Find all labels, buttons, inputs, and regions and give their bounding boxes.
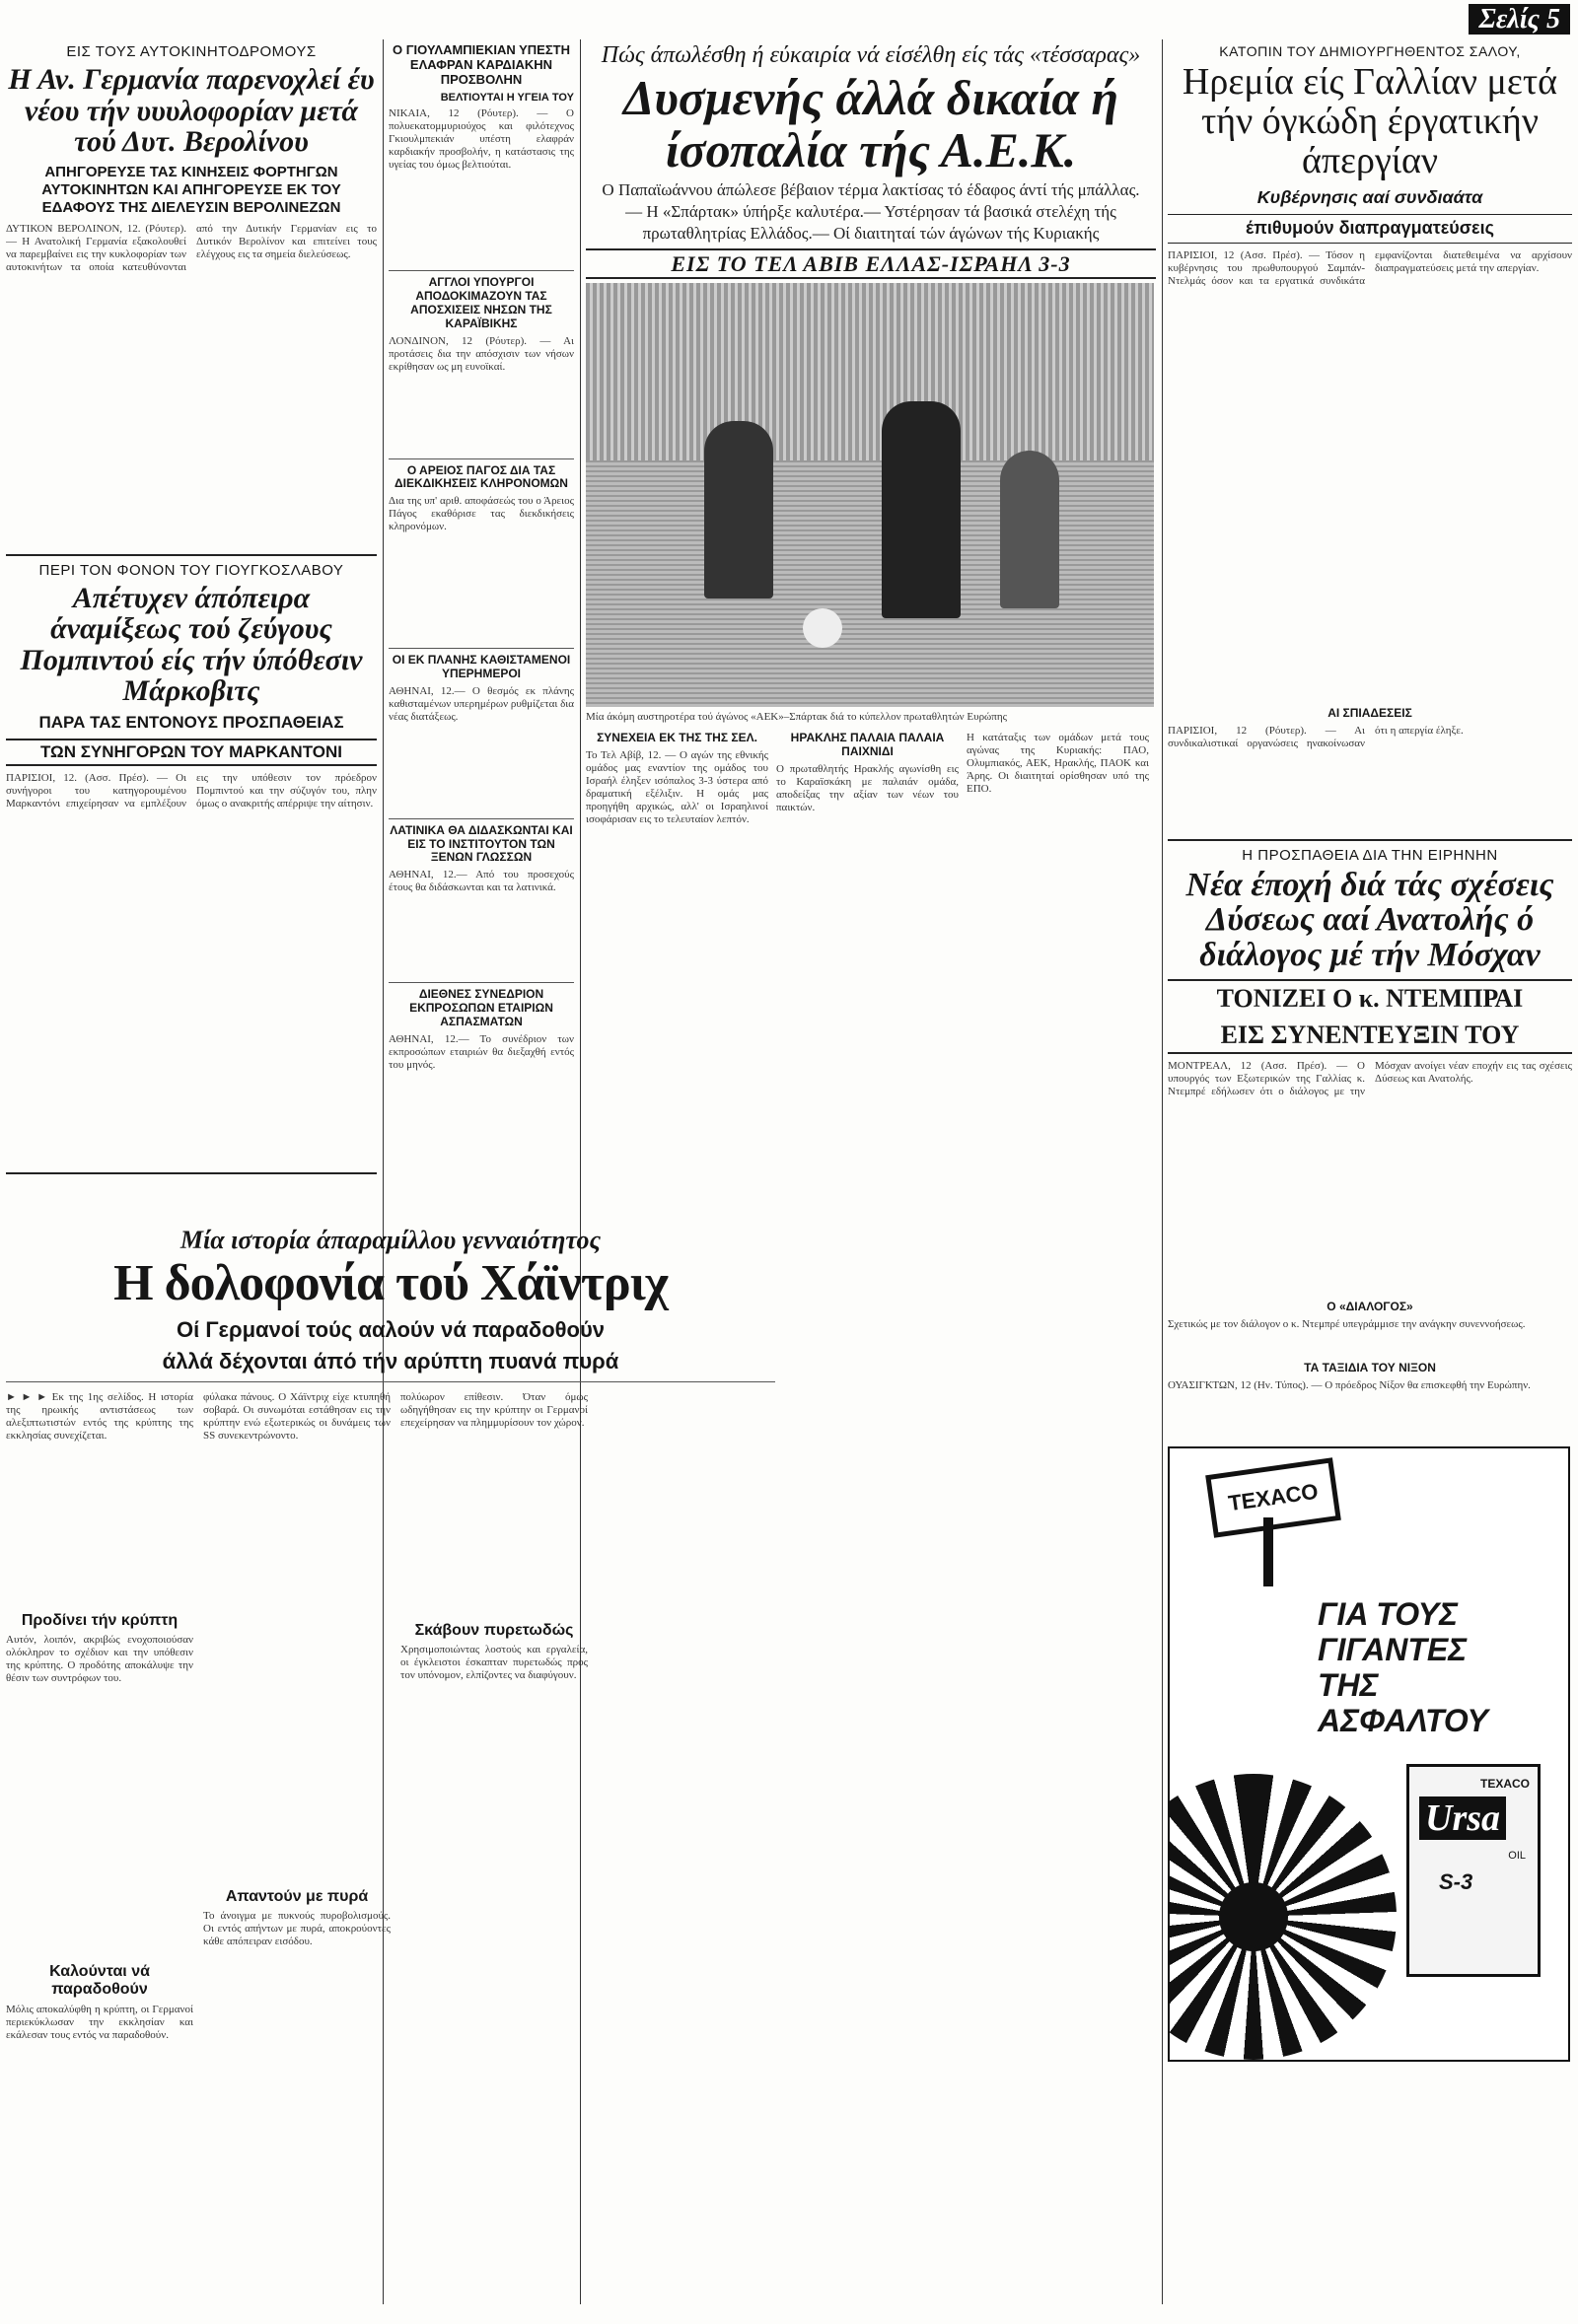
article-body: ΠΑΡΙΣΙΟΙ, 12 (Ασσ. Πρέσ). — Τόσον η κυβέρνησις του πρωθυπουργού Σαμπάν-Ντελμάς όσον και τα εργατικά συνδικάτα εμφανίζονται διατεθειμένα να αρχίσουν διαπραγματεύσεις μετά την απεργίαν. <box>1168 248 1572 287</box>
oil-can <box>1406 1764 1541 1977</box>
column-3: Πώς άπωλέσθη ή εύκαιρία νά είσέλθη είς τάς «τέσσαρας» Δυσμενής άλλά δικαία ή ίσοπαλία τής Α.Ε.Κ. Ο Παπαϊωάννου άπώλεσε βέβαιον τέρμα λακτίσας τό έδαφος άντί τής μπάλλας.— Η «Σπάρτακ» ύπήρξε καλυτέρα.— Υστέρησαν τά βασικά στελέχη τής πρωταθλητρίας Ελλάδος.— Οί διαιτηταί τών άγώνων τής Κυριακής ΕΙΣ ΤΟ ΤΕΛ ΑΒΙΒ ΕΛΛΑΣ-ΙΣΡΑΗΛ 3-3 Μία άκόμη αυστηροτέρα τού άγώνος «ΑΕΚ»–Σπάρτακ διά το κύπελλον πρωταθλητών Ευρώπης ΣΥΝΕΧΕΙΑ ΕΚ ΤΗΣ ΤΗΣ ΣΕΛ. Το Τελ Αβίβ, 12. — Ο αγών της εθνικής ομάδος μας εναντίον της ομάδος του Ισραήλ έληξεν ισόπαλος 3-3 ύστερα από δραματική εξέλιξιν. Η ομάς μας προηγήθη αρχικώς, αλλ' οι Ισραηλινοί ισοφάρισαν εις το τελευταίον λεπτόν. ΗΡΑΚΛΗΣ ΠΑΛΑΙΑ ΠΑΛΑΙΑ ΠΑΙΧΝΙΔΙ Ο πρωταθλητής Ηρακλής αγωνίσθη εις το Καραϊσκάκη με παλαιάν ομάδα, αποδείξας την αξίαν των νέων του παικτών. Η κατάταξις των ομάδων μετά τους αγώνας της Κυριακής: ΠΑΟ, Ολυμπιακός, ΑΕΚ, Ηρακλής, ΠΑΟΚ και Άρης. Οι διαιτηταί ορίσθησαν υπό της ΕΠΟ. <box>586 39 1156 2304</box>
feature-subhead: Οί Γερμανοί τούς ααλούν νά παραδοθούν <box>176 1316 606 1342</box>
section-head: ΗΡΑΚΛΗΣ ΠΑΛΑΙΑ ΠΑΛΑΙΑ ΠΑΙΧΝΙΔΙ <box>790 731 945 759</box>
article-kicker: ΚΑΤΟΠΙΝ ΤΟΥ ΔΗΜΙΟΥΡΓΗΘΕΝΤΟΣ ΣΑΛΟΥ, <box>1219 43 1521 59</box>
can-product: Ursa <box>1419 1796 1506 1840</box>
article-headline: Ο ΓΙΟΥΛΑΜΠΙΕΚΙΑΝ ΥΠΕΣΤΗ ΕΛΑΦΡΑΝ ΚΑΡΔΙΑΚΗΝ ΠΡΟΣΒΟΛΗΝ <box>393 42 570 87</box>
article-headline: Απέτυχεν άπόπειρα άναμίξεως τού ζεύγους Πομπιντού είς τήν ύπόθεσιν Μάρκοβιτς <box>20 581 363 707</box>
article-headline: ΑΓΓΛΟΙ ΥΠΟΥΡΓΟΙ ΑΠΟΔΟΚΙΜΑΖΟΥΝ ΤΑΣ ΑΠΟΣΧΙΣΕΙΣ ΝΗΣΩΝ ΤΗΣ ΚΑΡΑΪΒΙΚΗΣ <box>410 275 552 330</box>
section-head: Σκάβουν πυρετωδώς <box>414 1621 574 1639</box>
article-subhead: ΠΑΡΑ ΤΑΣ ΕΝΤΟΝΟΥΣ ΠΡΟΣΠΑΘΕΙΑΣ <box>38 712 344 732</box>
article-headline: Δυσμενής άλλά δικαία ή ίσοπαλία τής Α.Ε.Κ. <box>623 70 1118 177</box>
article-kicker: ΠΕΡΙ ΤΟΝ ΦΟΝΟΝ ΤΟΥ ΓΙΟΥΓΚΟΣΛΑΒΟΥ <box>38 561 344 579</box>
article-subhead: ΒΕΛΤΙΟΥΤΑΙ Η ΥΓΕΙΑ ΤΟΥ <box>440 91 574 104</box>
can-number: S-3 <box>1439 1868 1473 1894</box>
can-brand: TEXACO <box>1479 1776 1530 1791</box>
article-body: ΠΑΡΙΣΙΟΙ, 12. (Ασσ. Πρέσ). — Οι συνήγοροι του κατηγορουμένου Μαρκαντόνι επιχείρησαν να εμπλέξουν εις την υπόθεσιν τον πρόεδρον Πομπιντού και την σύζυγόν του, πλην όμως ο ανακριτής απέρριψε την αίτησιν. <box>6 772 377 810</box>
feature-headline: Η δολοφονία τού Χάϊντριχ <box>113 1255 668 1312</box>
article-headline: Η Αν. Γερμανία παρενοχλεί έυ νέου τήν υυυλοφορίαν μετά τού Δυτ. Βερολίνου <box>8 63 375 158</box>
article-headline: ΛΑΤΙΝΙΚΑ ΘΑ ΔΙΔΑΣΚΩΝΤΑΙ ΚΑΙ ΕΙΣ ΤΟ ΙΝΣΤΙΤΟΥΤΟΝ ΤΩΝ ΞΕΝΩΝ ΓΛΩΣΣΩΝ <box>390 822 573 865</box>
feature-kicker: Μία ιστορία άπαραμίλλου γενναιότητος <box>179 1226 602 1254</box>
article-kicker: Πώς άπωλέσθη ή εύκαιρία νά είσέλθη είς τάς «τέσσαρας» <box>601 42 1141 68</box>
match-photo <box>586 283 1154 707</box>
section-head: Απαντούν με πυρά <box>225 1887 369 1905</box>
feature-heydrich: Μία ιστορία άπαραμίλλου γενναιότητος Η δολοφονία τού Χάϊντριχ Οί Γερμανοί τούς ααλούν νά παραδοθούν άλλά δέχονται άπό τήν αρύπτη πυανά πυρά ► ► ► Εκ της 1ης σελίδος. Η ιστορία της ηρωικής αντιστάσεως των αλεξιπτωτιστών εντός της κρύπτης της εκκλησίας συνεχίζεται. Προδίνει τήν κρύπτη Αυτόν, λοιπόν, ακριβώς ενοχοποιούσαν ολόκληρον το σχέδιον και την υπόθεσιν της κρύπτης. Ο προδότης αποκάλυψε την θέσιν των συντρόφων του. Καλούνται νά παραδοθούν Μόλις αποκαλύφθη η κρύπτη, οι Γερμανοί περιεκύκλωσαν την εκκλησίαν και εκάλεσαν τους εντός να παραδοθούν. φύλακα πάνους. Ο Χάϊντριχ είχε κτυπηθή σοβαρά. Οι συνωμόται εστάθησαν εις την κρύπτην ενώ εξωτερικώς οι δυνάμεις των SS συνεκεντρώνοντο. Απαντούν με πυρά Το άνοιγμα με πυκνούς πυροβολισμούς. Οι εντός απήντων με πυρά, αποκρούοντες κάθε απόπειραν εισόδου. πολύωρον επίθεσιν. Όταν όμως ωδηγήθησαν εις την κρύπτην οι Γερμανοί επεχείρησαν να πλημμυρίσουν τον χώρον. Σκάβουν πυρετωδώς Χρησιμοποιώντας λοστούς και εργαλεία, οι έγκλειστοι έσκαπταν πυρετωδώς προς τον υπόνομον, ελπίζοντες να διαφύγουν. <box>6 1223 775 2239</box>
article-banner: ΕΙΣ ΤΟ ΤΕΛ ΑΒΙΒ ΕΛΛΑΣ-ΙΣΡΑΗΛ 3-3 <box>586 248 1156 279</box>
texaco-advertisement <box>1168 1446 1570 2062</box>
page-number-banner <box>1469 4 1570 35</box>
article-headline: ΔΙΕΘΝΕΣ ΣΥΝΕΔΡΙΟΝ ΕΚΠΡΟΣΩΠΩΝ ΕΤΑΙΡΙΩΝ ΑΣΠΑΣΜΑΤΩΝ <box>409 987 553 1028</box>
article-subhead: ΑΠΗΓΟΡΕΥΣΕ ΤΑΣ ΚΙΝΗΣΕΙΣ ΦΟΡΤΗΓΩΝ ΑΥΤΟΚΙΝΗΤΩΝ ΚΑΙ ΑΠΗΓΟΡΕΥΣΕ ΕΚ ΤΟΥ ΕΔΑΦΟΥΣ ΤΗΣ ΔΙΕΛΕΥΣΙΝ ΒΕΡΟΛΙΝΕΖΩΝ <box>41 163 341 216</box>
article-headline: Ο ΑΡΕΙΟΣ ΠΑΓΟΣ ΔΙΑ ΤΑΣ ΔΙΕΚΔΙΚΗΣΕΙΣ ΚΛΗΡΟΝΟΜΩΝ <box>394 462 568 491</box>
feature-subhead: άλλά δέχονται άπό τήν αρύπτη πυανά πυρά <box>162 1349 619 1374</box>
column-2: Ο ΓΙΟΥΛΑΜΠΙΕΚΙΑΝ ΥΠΕΣΤΗ ΕΛΑΦΡΑΝ ΚΑΡΔΙΑΚΗΝ ΠΡΟΣΒΟΛΗΝ ΒΕΛΤΙΟΥΤΑΙ Η ΥΓΕΙΑ ΤΟΥ ΝΙΚΑΙΑ, 12 (Ρόυτερ). — Ο πολυεκατομμυριούχος και φιλότεχνος Γκιουλμπεκιάν υπέστη ελαφράν καρδιακήν προσβολήν, η κατάστασις της υγείας του όμως βελτιούται. ΑΓΓΛΟΙ ΥΠΟΥΡΓΟΙ ΑΠΟΔΟΚΙΜΑΖΟΥΝ ΤΑΣ ΑΠΟΣΧΙΣΕΙΣ ΝΗΣΩΝ ΤΗΣ ΚΑΡΑΪΒΙΚΗΣ ΛΟΝΔΙΝΟΝ, 12 (Ρόυτερ). — Αι προτάσεις δια την απόσχισιν των νήσων εκρίθησαν ως μη ευνοϊκαί. Ο ΑΡΕΙΟΣ ΠΑΓΟΣ ΔΙΑ ΤΑΣ ΔΙΕΚΔΙΚΗΣΕΙΣ ΚΛΗΡΟΝΟΜΩΝ Δια της υπ' αριθ. αποφάσεώς του ο Άρειος Πάγος εκαθόρισε τας διεκδικήσεις κληρονόμων. ΟΙ ΕΚ ΠΛΑΝΗΣ ΚΑΘΙΣΤΑΜΕΝΟΙ ΥΠΕΡΗΜΕΡΟΙ ΑΘΗΝΑΙ, 12.— Ο θεσμός εκ πλάνης καθισταμένων υπερημέρων ρυθμίζεται δια νέας διατάξεως. ΛΑΤΙΝΙΚΑ ΘΑ ΔΙΔΑΣΚΩΝΤΑΙ ΚΑΙ ΕΙΣ ΤΟ ΙΝΣΤΙΤΟΥΤΟΝ ΤΩΝ ΞΕΝΩΝ ΓΛΩΣΣΩΝ ΑΘΗΝΑΙ, 12.— Από του προσεχούς έτους θα διδάσκωνται και τα λατινικά. ΔΙΕΘΝΕΣ ΣΥΝΕΔΡΙΟΝ ΕΚΠΡΟΣΩΠΩΝ ΕΤΑΙΡΙΩΝ ΑΣΠΑΣΜΑΤΩΝ ΑΘΗΝΑΙ, 12.— Το συνέδριον των εκπροσώπων εταιριών θα διεξαχθή εντός του μηνός. <box>389 42 574 1071</box>
texaco-sign <box>1205 1457 1341 1537</box>
article-kicker: Η ΠΡΟΣΠΑΘΕΙΑ ΔΙΑ ΤΗΝ ΕΙΡΗΝΗΝ <box>1242 846 1498 864</box>
section-head: Ο «ΔΙΑΛΟΓΟΣ» <box>1327 1300 1413 1314</box>
section-head: ΑΙ ΣΠΙΑΔΕΣΕΙΣ <box>1327 705 1412 720</box>
ad-brand: TEXACO <box>1226 1478 1321 1515</box>
section-head: ΤΑ ΤΑΞΙΔΙΑ ΤΟΥ ΝΙΞΟΝ <box>1304 1360 1436 1374</box>
photo-caption: Μία άκόμη αυστηροτέρα τού άγώνος «ΑΕΚ»–Σπάρτακ διά το κύπελλον πρωταθλητών Ευρώπης <box>586 711 1007 724</box>
signpost <box>1263 1517 1273 1586</box>
section-head: Καλούνται νά παραδοθούν <box>49 1963 150 1999</box>
article-headline: Ηρεμία είς Γαλλίαν μετά τήν όγκώδη έργατικήν άπεργίαν <box>1182 61 1558 181</box>
truck-hub <box>1219 1882 1288 1951</box>
article-subhead: έπιθυμούν διαπραγματεύσεις <box>1168 214 1572 244</box>
section-head: ΣΥΝΕΧΕΙΑ ΕΚ ΤΗΣ ΤΗΣ ΣΕΛ. <box>597 731 757 745</box>
article-body: ΝΙΚΑΙΑ, 12 (Ρόυτερ). — Ο πολυεκατομμυριούχος και φιλότεχνος Γκιουλμπεκιάν υπέστη ελαφράν καρδιακήν προσβολήν, η κατάστασις της υγείας του όμως βελτιούται. <box>389 107 574 172</box>
column-rule <box>1162 39 1163 2304</box>
section-head: Προδίνει τήν κρύπτη <box>21 1611 179 1629</box>
article-lead: Ο Παπαϊωάννου άπώλεσε βέβαιον τέρμα λακτίσας τό έδαφος άντί τής μπάλλας.— Η «Σπάρτακ» ύπήρξε καλυτέρα.— Υστέρησαν τά βασικά στελέχη τής πρωταθλητρίας Ελλάδος.— Οί διαιτηταί τών άγώνων τής Κυριακής <box>602 180 1140 244</box>
article-body: ΜΟΝΤΡΕΑΛ, 12 (Ασσ. Πρέσ). — Ο υπουργός των Εξωτερικών της Γαλλίας κ. Ντεμπρέ εδήλωσεν ότι ο διάλογος με την Μόσχαν ανοίγει νέαν εποχήν εις τας σχέσεις Δύσεως και Ανατολής. <box>1168 1060 1572 1098</box>
article-headline: Νέα έποχή διά τάς σχέσεις Δύσεως ααί Ανατολής ό διάλογος μέ τήν Μόσχαν <box>1185 866 1554 974</box>
article-body: Το Τελ Αβίβ, 12. — Ο αγών της εθνικής ομάδος μας εναντίον της ομάδος του Ισραήλ έληξεν ισόπαλος 3-3 ύστερα από δραματική εξέλιξιν. Η ομάς μας προηγήθη αρχικώς, αλλ' οι Ισραηλινοί ισοφάρισαν εις το τελευταίον λεπτόν. <box>586 749 768 826</box>
ad-slogan: ΓΙΑ ΤΟΥΣ ΓΙΓΑΝΤΕΣ ΤΗΣ ΑΣΦΑΛΤΟΥ <box>1318 1595 1488 1738</box>
article-kicker: ΕΙΣ ΤΟΥΣ ΑΥΤΟΚΙΝΗΤΟΔΡΟΜΟΥΣ <box>66 43 317 60</box>
article-subhead: ΕΙΣ ΣΥΝΕΝΤΕΥΞΙΝ ΤΟΥ <box>1168 1020 1572 1054</box>
page-label: Σελίς 5 <box>1469 4 1570 35</box>
column-4: ΚΑΤΟΠΙΝ ΤΟΥ ΔΗΜΙΟΥΡΓΗΘΕΝΤΟΣ ΣΑΛΟΥ, Ηρεμία είς Γαλλίαν μετά τήν όγκώδη έργατικήν άπεργίαν Κυβέρνησις ααί συνδιαάτα έπιθυμούν διαπραγματεύσεις ΠΑΡΙΣΙΟΙ, 12 (Ασσ. Πρέσ). — Τόσον η κυβέρνησις του πρωθυπουργού Σαμπάν-Ντελμάς όσον και τα εργατικά συνδικάτα εμφανίζονται διατεθειμένα να αρχίσουν διαπραγματεύσεις μετά την απεργίαν. ΑΙ ΣΠΙΑΔΕΣΕΙΣ ΠΑΡΙΣΙΟΙ, 12 (Ρόυτερ). — Αι συνδικαλιστικαί οργανώσεις ηνακοίνωσαν ότι η απεργία έληξε. Η ΠΡΟΣΠΑΘΕΙΑ ΔΙΑ ΤΗΝ ΕΙΡΗΝΗΝ Νέα έποχή διά τάς σχέσεις Δύσεως ααί Ανατολής ό διάλογος μέ τήν Μόσχαν ΤΟΝΙΖΕΙ Ο κ. ΝΤΕΜΠΡΑΙ ΕΙΣ ΣΥΝΕΝΤΕΥΞΙΝ ΤΟΥ ΜΟΝΤΡΕΑΛ, 12 (Ασσ. Πρέσ). — Ο υπουργός των Εξωτερικών της Γαλλίας κ. Ντεμπρέ εδήλωσεν ότι ο διάλογος με την Μόσχαν ανοίγει νέαν εποχήν εις τας σχέσεις Δύσεως και Ανατολής. Ο «ΔΙΑΛΟΓΟΣ» Σχετικώς με τον διάλογον ο κ. Ντεμπρέ υπεγράμμισε την ανάγκην συνεννοήσεως. ΤΑ ΤΑΞΙΔΙΑ ΤΟΥ ΝΙΞΟΝ ΟΥΑΣΙΓΚΤΩΝ, 12 (Ην. Τύπος). — Ο πρόεδρος Νίξον θα επισκεφθή την Ευρώπην. TEXACO ΓΙΑ ΤΟΥΣ ΓΙΓΑΝΤΕΣ ΤΗΣ ΑΣΦΑΛΤΟΥ TEXACO Ursa OIL S-3 <box>1168 39 1572 2304</box>
article-subhead: Κυβέρνησις ααί συνδιαάτα <box>1256 186 1483 207</box>
article-body: ΔΥΤΙΚΟΝ ΒΕΡΟΛΙΝΟΝ, 12. (Ρόυτερ).— Η Ανατολική Γερμανία εξακολουθεί να παρεμβαίνει εις την κυκλοφορίαν των αυτοκινήτων τα οποία κατευθύνονται από την Δυτικήν Γερμανίαν εις το Δυτικόν Βερολίνον και επιτείνει τους ελέγχους εις τα σημεία διελεύσεως. <box>6 222 377 273</box>
article-subhead: ΤΟΝΙΖΕΙ Ο κ. ΝΤΕΜΠΡΑΙ <box>1168 979 1572 1014</box>
can-sub: OIL <box>1508 1849 1526 1862</box>
article-subhead: ΤΩΝ ΣΥΝΗΓΟΡΩΝ ΤΟΥ ΜΑΡΚΑΝΤΟΝΙ <box>6 739 377 766</box>
article-headline: ΟΙ ΕΚ ΠΛΑΝΗΣ ΚΑΘΙΣΤΑΜΕΝΟΙ ΥΠΕΡΗΜΕΡΟΙ <box>392 653 571 681</box>
